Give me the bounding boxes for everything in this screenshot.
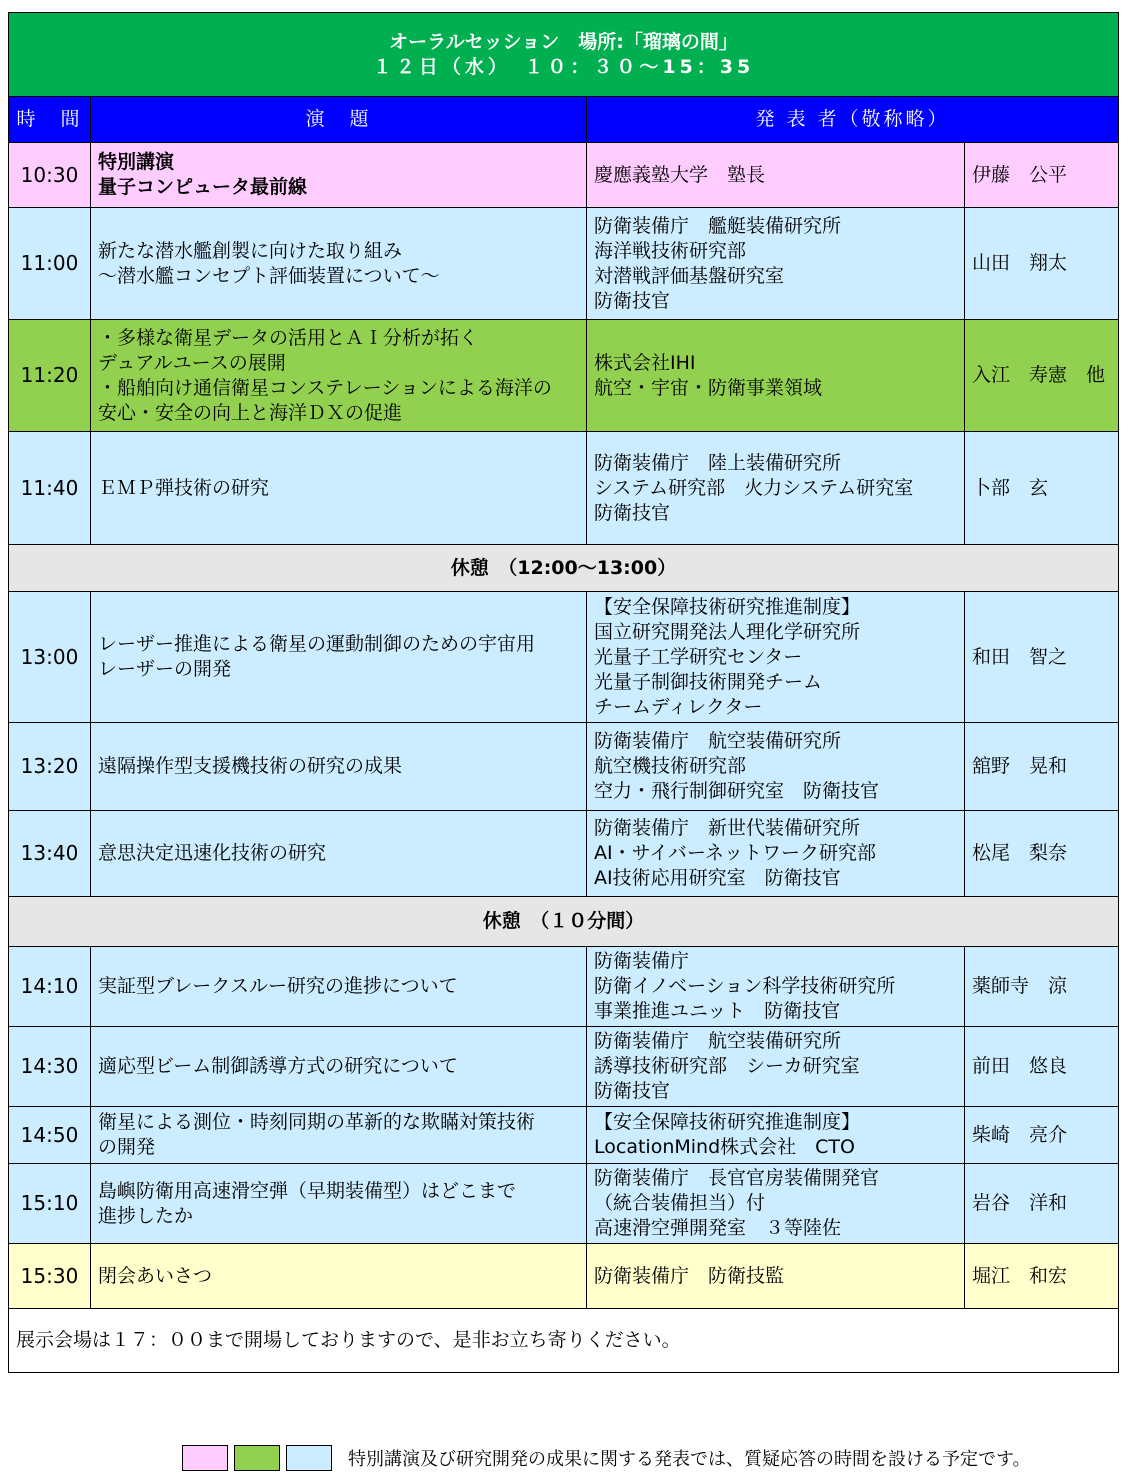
org-line: 国立研究開発法人理化学研究所: [594, 620, 861, 643]
presenter-name: 入江 寿憲 他: [965, 320, 1119, 432]
break-label: 休憩 （12:00～13:00）: [9, 545, 1119, 592]
presenter-org: [587, 592, 965, 723]
title-line: 特別講演: [98, 151, 175, 173]
break-row: [9, 897, 1119, 947]
session-time: 13:40: [9, 811, 91, 897]
presenter-org: [587, 143, 965, 208]
org-line: 株式会社IHI: [594, 351, 696, 374]
footer-note: 展示会場は１７：００まで開場しておりますので、是非お立ち寄りください。: [9, 1309, 1119, 1373]
session-row: [9, 947, 1119, 1027]
presenter-org: [587, 320, 965, 432]
org-line: 防衛技官: [594, 501, 671, 524]
session-time: 14:30: [9, 1027, 91, 1107]
title-line: 遠隔操作型支援機技術の研究の成果: [98, 755, 403, 777]
col-header-time: 時 間: [9, 97, 91, 143]
session-title: [9, 13, 1119, 97]
presenter-org: [587, 1107, 965, 1164]
org-line: LocationMind株式会社 CTO: [594, 1136, 855, 1158]
session-title-cell: [91, 320, 587, 432]
org-line: 【安全保障技術研究推進制度】: [594, 1111, 861, 1133]
session-time: 15:10: [9, 1164, 91, 1244]
session-row: [9, 1027, 1119, 1107]
org-line: 防衛装備庁 新世代装備研究所: [594, 817, 861, 839]
presenter-name: 卜部 玄: [965, 432, 1119, 545]
session-time: 13:20: [9, 723, 91, 811]
legend-swatch-pink: [182, 1445, 228, 1471]
session-row: [9, 723, 1119, 811]
org-line: 防衛技官: [594, 1080, 671, 1102]
session-time: 15:30: [9, 1244, 91, 1309]
title-line: ＥＭＰ弾技術の研究: [98, 476, 270, 499]
org-line: 防衛装備庁: [594, 950, 690, 972]
session-row: [9, 811, 1119, 897]
org-line: 慶應義塾大学 塾長: [594, 163, 766, 186]
org-line: AI技術応用研究室 防衛技官: [594, 867, 841, 889]
break-label: 休憩 （１０分間）: [9, 897, 1119, 947]
title-line: の開発: [98, 1136, 156, 1158]
color-legend: [182, 1444, 1031, 1472]
org-line: 防衛技官: [594, 289, 671, 312]
org-line: AI・サイバーネットワーク研究部: [594, 842, 876, 864]
session-title-cell: [91, 143, 587, 208]
title-line: デュアルユースの展開: [98, 351, 286, 374]
session-row: [9, 432, 1119, 545]
footer-note-row: [9, 1309, 1119, 1373]
org-line: 防衛装備庁 長官官房装備開発官: [594, 1167, 880, 1189]
title-line: 意思決定迅速化技術の研究: [98, 842, 327, 864]
session-title-cell: [91, 208, 587, 320]
title-line: 適応型ビーム制御誘導方式の研究について: [98, 1055, 458, 1077]
presenter-name: 舘野 晃和: [965, 723, 1119, 811]
session-title-cell: [91, 1107, 587, 1164]
org-line: 航空機技術研究部: [594, 755, 747, 777]
column-header-row: [9, 97, 1119, 143]
org-line: 対潜戦評価基盤研究室: [594, 264, 785, 287]
title-line: 安心・安全の向上と海洋ＤＸの促進: [98, 401, 403, 424]
title-line: 実証型ブレークスルー研究の進捗について: [98, 975, 458, 997]
break-row: [9, 545, 1119, 592]
title-line: レーザー推進による衛星の運動制御のための宇宙用: [98, 633, 536, 655]
presenter-org: [587, 1164, 965, 1244]
org-line: 【安全保障技術研究推進制度】: [594, 595, 861, 618]
session-venue: オーラルセッション 場所:「瑠璃の間」: [389, 30, 738, 53]
schedule-table: [8, 12, 1119, 1373]
session-time: 13:00: [9, 592, 91, 723]
org-line: 誘導技術研究部 シーカ研究室: [594, 1055, 860, 1077]
presenter-name: 柴崎 亮介: [965, 1107, 1119, 1164]
presenter-org: [587, 947, 965, 1027]
title-line: ～潜水艦コンセプト評価装置について～: [98, 264, 440, 287]
org-line: 防衛装備庁 航空装備研究所: [594, 1030, 842, 1052]
org-line: 光量子工学研究センター: [594, 645, 803, 668]
org-line: 防衛装備庁 航空装備研究所: [594, 730, 842, 752]
presenter-name: 岩谷 洋和: [965, 1164, 1119, 1244]
session-row: [9, 320, 1119, 432]
org-line: 防衛装備庁 陸上装備研究所: [594, 451, 842, 474]
title-line: 衛星による測位・時刻同期の革新的な欺瞞対策技術: [98, 1111, 536, 1133]
session-row: [9, 1244, 1119, 1309]
col-header-title: 演 題: [91, 97, 587, 143]
presenter-org: [587, 1027, 965, 1107]
org-line: システム研究部 火力システム研究室: [594, 476, 914, 499]
title-line: ・船舶向け通信衛星コンステレーションによる海洋の: [98, 376, 552, 399]
legend-swatch-blue: [286, 1445, 332, 1471]
session-time: 11:40: [9, 432, 91, 545]
org-line: 事業推進ユニット 防衛技官: [594, 1000, 841, 1022]
org-line: 高速滑空弾開発室 ３等陸佐: [594, 1217, 842, 1239]
org-line: 防衛装備庁 艦艇装備研究所: [594, 214, 842, 237]
presenter-org: [587, 208, 965, 320]
session-time: 14:10: [9, 947, 91, 1027]
title-line: レーザーの開発: [98, 658, 232, 680]
session-title-cell: [91, 432, 587, 545]
session-row: [9, 1107, 1119, 1164]
presenter-org: [587, 1244, 965, 1309]
session-title-cell: [91, 1027, 587, 1107]
presenter-name: 松尾 梨奈: [965, 811, 1119, 897]
org-line: 防衛装備庁 防衛技監: [594, 1264, 785, 1287]
presenter-name: 伊藤 公平: [965, 143, 1119, 208]
org-line: 空力・飛行制御研究室 防衛技官: [594, 780, 880, 802]
session-time: 10:30: [9, 143, 91, 208]
session-time: 14:50: [9, 1107, 91, 1164]
presenter-name: 堀江 和宏: [965, 1244, 1119, 1309]
session-time: 11:00: [9, 208, 91, 320]
presenter-org: [587, 811, 965, 897]
session-title-cell: [91, 1244, 587, 1309]
title-line: 量子コンピュータ最前線: [98, 176, 308, 198]
org-line: チームディレクター: [594, 695, 763, 718]
presenter-org: [587, 723, 965, 811]
title-line: 新たな潜水艦創製に向けた取り組み: [98, 239, 403, 262]
org-line: 航空・宇宙・防衛事業領域: [594, 376, 823, 399]
session-title-cell: [91, 947, 587, 1027]
session-row: [9, 1164, 1119, 1244]
session-date-time: １２日（水） １０：３０～15：35: [372, 55, 755, 78]
presenter-name: 山田 翔太: [965, 208, 1119, 320]
title-line: 閉会あいさつ: [98, 1264, 213, 1287]
title-line: 進捗したか: [98, 1204, 194, 1227]
legend-swatch-green: [234, 1445, 280, 1471]
org-line: 防衛イノベーション科学技術研究所: [594, 975, 896, 997]
session-title-cell: [91, 592, 587, 723]
presenter-name: 薬師寺 涼: [965, 947, 1119, 1027]
title-line: 島嶼防衛用高速滑空弾（早期装備型）はどこまで: [98, 1179, 517, 1202]
col-header-presenter: 発 表 者（敬称略）: [587, 97, 1119, 143]
presenter-name: 和田 智之: [965, 592, 1119, 723]
session-time: 11:20: [9, 320, 91, 432]
session-row: [9, 208, 1119, 320]
session-row: [9, 592, 1119, 723]
presenter-name: 前田 悠良: [965, 1027, 1119, 1107]
org-line: 光量子制御技術開発チーム: [594, 670, 823, 693]
title-line: ・多様な衛星データの活用とＡＩ分析が拓く: [98, 326, 479, 349]
org-line: （統合装備担当）付: [594, 1192, 766, 1214]
session-title-cell: [91, 723, 587, 811]
session-title-cell: [91, 1164, 587, 1244]
session-title-cell: [91, 811, 587, 897]
presenter-org: [587, 432, 965, 545]
legend-text: 特別講演及び研究開発の成果に関する発表では、質疑応答の時間を設ける予定です。: [348, 1449, 1031, 1470]
org-line: 海洋戦技術研究部: [594, 239, 747, 262]
session-title-row: [9, 13, 1119, 97]
session-row: [9, 143, 1119, 208]
